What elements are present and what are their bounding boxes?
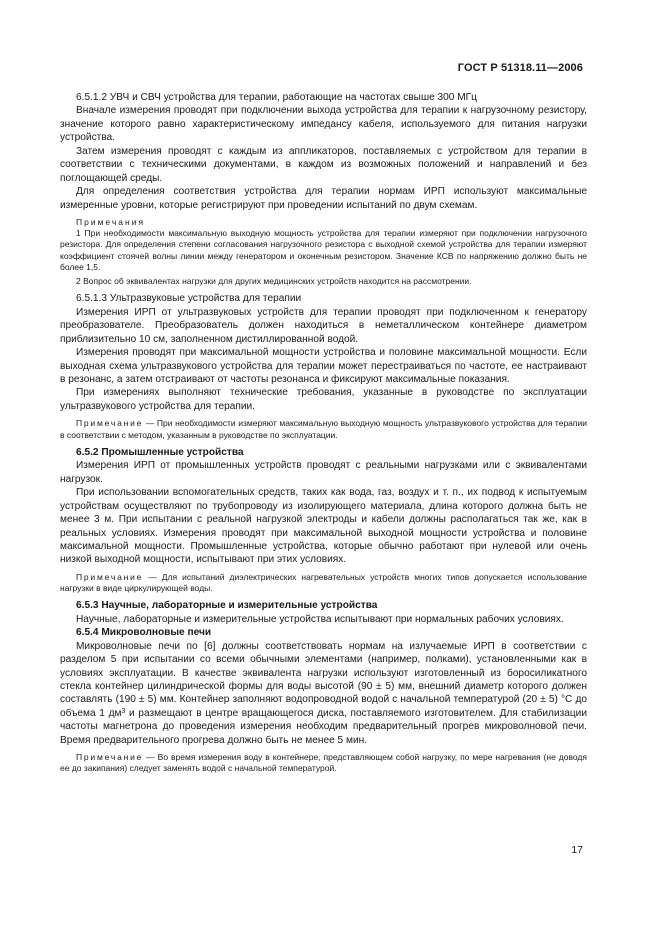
paragraph-part: и размещают в центре вращающегося диска, поставляемого изготовителем. Для стабилизации частоты магнетрона до проведения измерения необходим предварительный прогрев микроволновой печи. Время предварительного прогрева должно быть не менее 5 мин. — [60, 707, 587, 746]
note — [60, 752, 587, 774]
paragraph: При измерениях выполняют технические требования, указанные в руководстве по эксплуатации ультразвукового устройства для терапии. — [60, 387, 587, 412]
notes-title: Примечания — [76, 217, 146, 228]
paragraph: Научные, лабораторные и измерительные устройства испытывают при нормальных рабочих условиях. — [76, 613, 564, 625]
paragraph: Вначале измерения проводят при подключении выхода устройства для терапии к нагрузочному резистору, значение которого равно характеристическому импедансу кабеля, используемого для питания нагрузки устройства. — [60, 105, 587, 144]
section-6-5-3-heading: 6.5.3 Научные, лабораторные и измерительные устройства — [76, 600, 378, 612]
paragraph — [60, 640, 587, 748]
note-text: — Во время измерения воду в контейнере, представляющем собой нагрузку, по мере нагревания (не доводя ее до закипания) следует заменять водой с начальной температурой. — [60, 752, 587, 774]
page-number: 17 — [571, 844, 583, 856]
paragraph: Измерения проводят при максимальной мощности устройства и половине максимальной мощности. Если выходная схема ультразвукового устройства для терапии может перестраиваться по частоте, ее настраивают в резонанс, а затем отстраивают от частоты резонанса и фиксируют максимальные показания. — [60, 347, 587, 386]
superscript: 3 — [121, 707, 126, 715]
section-6-5-1-2-heading: 6.5.1.2 УВЧ и СВЧ устройства для терапии, работающие на частотах свыше 300 МГц — [76, 92, 477, 103]
standard-designation: ГОСТ Р 51318.11—2006 — [457, 62, 583, 74]
paragraph: Измерения ИРП от промышленных устройств проводят с реальными нагрузками или с эквивалентами нагрузок. — [60, 460, 587, 485]
note-text: — Для испытаний диэлектрических нагревательных устройств многих типов допускается использование нагрузки в виде циркулирующей воды. — [60, 571, 587, 594]
section-6-5-1-3-heading: 6.5.1.3 Ультразвуковые устройства для терапии — [76, 293, 302, 305]
paragraph-part: Микроволновые печи по [6] должны соответствовать нормам на излучаемые ИРП в соответствии с разделом 5 при испытании со всеми обычными элементами (например, полками), установленными как в условиях эксплуатации. В качестве эквивалента нагрузки используют изготовленный из боросиликатного стекла контейнер цилиндрической формы для воды высотой (90 ± 5) мм, внешний диаметр которого должен составлять (190 ± 5) мм. Контейнер заполняют водопроводной водой с начальной температурой (20 ± 5) °С до объема 1 дм — [60, 640, 587, 719]
note-label: Примечание — [76, 418, 144, 429]
page-content — [60, 91, 587, 775]
note-label: Примечание — [76, 752, 144, 763]
paragraph: Для определения соответствия устройства для терапии нормам ИРП используют максимальные измеренные уровни, которые регистрируют при проведении испытаний по двум схемам. — [60, 186, 587, 211]
note-label: Примечание — [76, 571, 144, 582]
paragraph: При использовании вспомогательных средств, таких как вода, газ, воздух и т. п., их подвод к испытуемым устройствам осуществляют по трубопроводу из изолирующего материала, длина которого должна быть не менее 3 м. При испытании с реальной нагрузкой электроды и кабели должны располагаться так же, как в реальных условиях. Измерения проводят при максимальной выходной мощности устройства и половине максимальной мощности. Промышленные устройства, которые обычно работают при нулевой или очень низкой выходной мощности, испытывают при этих условиях. — [60, 487, 587, 566]
note: 1 При необходимости максимальную выходную мощность устройства для терапии измеряют при подключении нагрузочного резистора. Для определения степени согласования нагрузочного резистора с выходной схемой устройства для терапии измеряют коэффициент стоячей волны линии между генератором и оконечным резистором. Значение КСВ по напряжению должно быть не более 1,5. — [60, 228, 587, 272]
note — [60, 572, 587, 594]
note: 2 Вопрос об эквивалентах нагрузки для других медицинских устройств находится на рассмотрении. — [76, 276, 472, 287]
note-text: — При необходимости измеряют максимальную выходную мощность ультразвукового устройства для терапии в соответствии с методом, указанным в руководстве по эксплуатации. — [60, 418, 587, 440]
section-6-5-2-heading: 6.5.2 Промышленные устройства — [76, 446, 244, 458]
paragraph: Измерения ИРП от ультразвуковых устройств для терапии проводят при подключенном к генератору преобразователе. Преобразователь должен находиться в неметаллическом контейнере диаметром приблизительно 10 см, заполненном дистиллированной водой. — [60, 306, 587, 345]
note — [60, 418, 587, 440]
section-6-5-4-heading: 6.5.4 Микроволновые печи — [76, 627, 212, 639]
paragraph: Затем измерения проводят с каждым из аппликаторов, поставляемых с устройством для терапии в соответствии с техническими документами, в каждом из возможных положений и направлений и без поглощающей среды. — [60, 145, 587, 184]
